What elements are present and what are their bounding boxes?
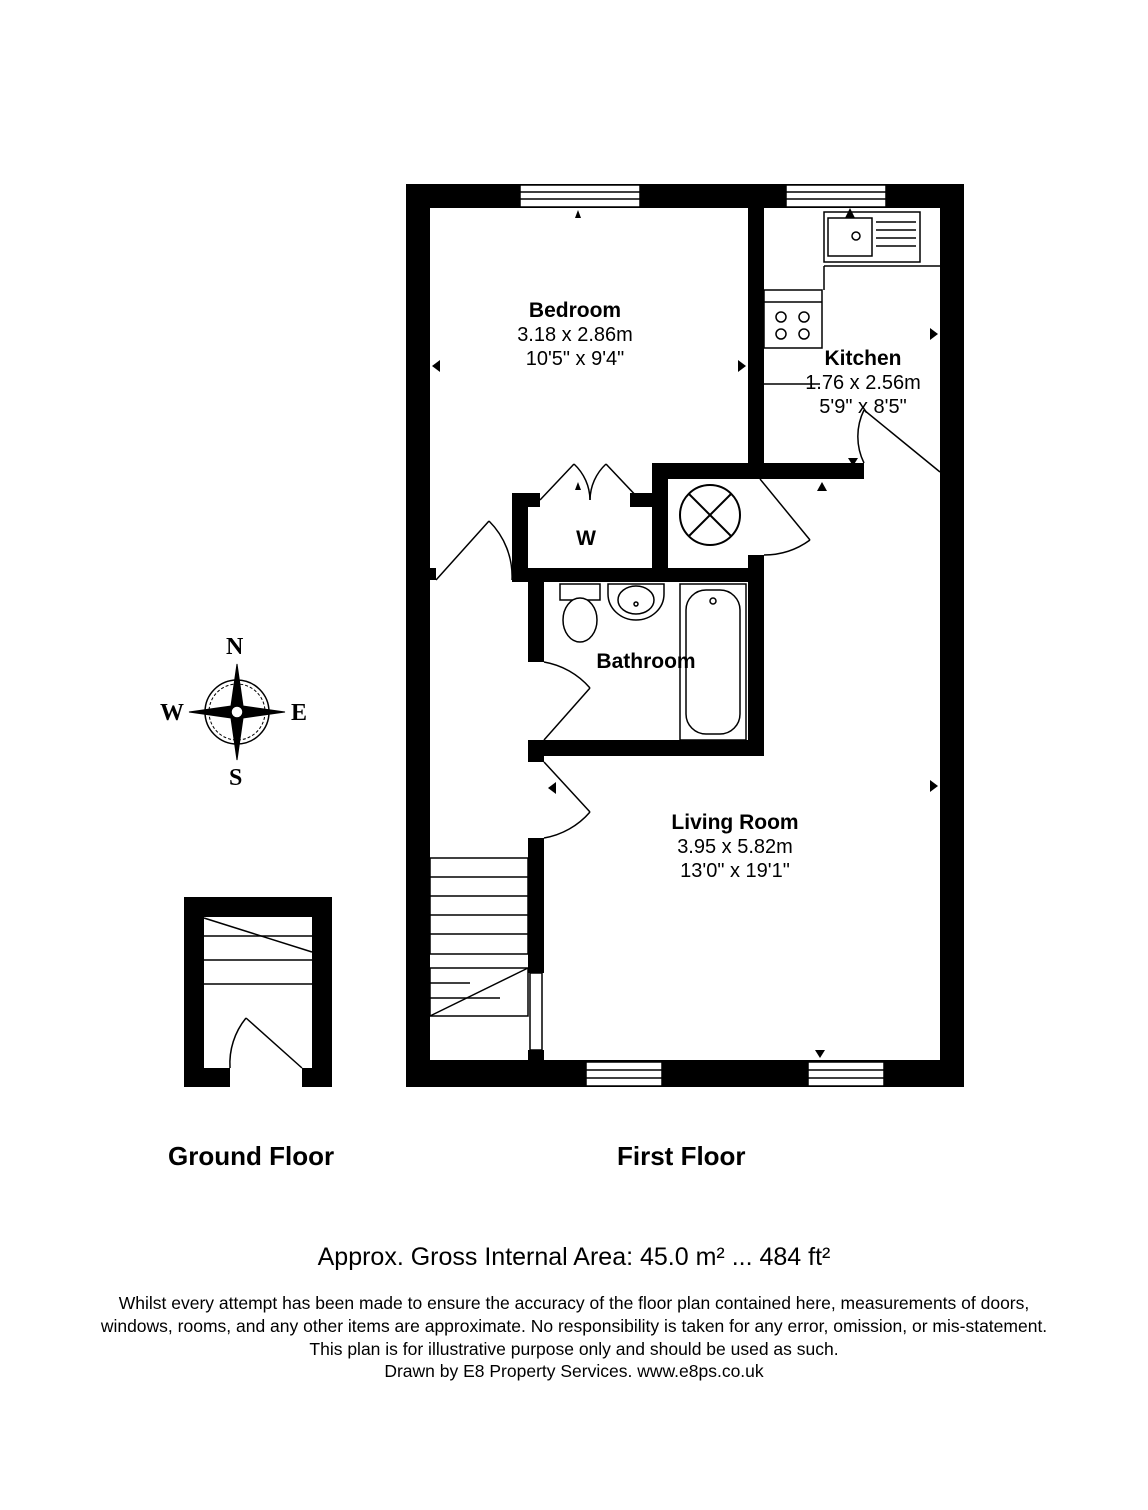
kitchen-window (786, 185, 886, 207)
stairs (430, 858, 528, 1016)
gross-internal-area: Approx. Gross Internal Area: 45.0 m² ... 484 ft² (317, 1243, 831, 1271)
bedroom-window (520, 185, 640, 207)
wardrobe-label (566, 526, 606, 551)
kitchen-label (783, 346, 943, 419)
hob (764, 290, 822, 348)
living-room-imperial: 13'0" x 19'1" (680, 860, 790, 883)
bedroom-imperial: 10'5" x 9'4" (525, 348, 625, 371)
living-window-right (808, 1062, 884, 1086)
bedroom-name: Bedroom (528, 299, 622, 322)
kitchen-imperial: 5'9" x 8'5" (819, 396, 907, 419)
compass-south: S (229, 765, 243, 791)
bathroom-name: Bathroom (596, 650, 696, 673)
disclaimer-line: Whilst every attempt has been made to ensure the accuracy of the floor plan contained here, measurements of doors, (118, 1293, 1030, 1313)
ground-floor (184, 897, 332, 1087)
bedroom-metric: 3.18 x 2.86m (517, 324, 633, 347)
boiler (680, 485, 740, 545)
ground-floor-label: Ground Floor (168, 1141, 335, 1171)
living-window-left (586, 1062, 662, 1086)
wc-bowl (563, 598, 597, 642)
compass-west: W (160, 700, 184, 726)
disclaimer-line: This plan is for illustrative purpose only and should be used as such. (309, 1338, 839, 1359)
kitchen-name: Kitchen (824, 347, 902, 370)
disclaimer-line: windows, rooms, and any other items are approximate. No responsibility is taken for any error, omission, or mis-statement. (100, 1315, 1048, 1336)
living-room-metric: 3.95 x 5.82m (677, 836, 793, 859)
compass-north: N (226, 634, 244, 660)
kitchen-metric: 1.76 x 2.56m (805, 372, 921, 395)
disclaimer (0, 1292, 1148, 1383)
living-room-label (640, 810, 830, 883)
wardrobe-name: W (576, 527, 596, 550)
bathroom-label (576, 649, 716, 674)
living-room-name: Living Room (671, 811, 799, 834)
compass-east: E (291, 700, 308, 726)
first-floor-label: First Floor (617, 1141, 746, 1171)
credit-line: Drawn by E8 Property Services. www.e8ps.co.uk (384, 1361, 764, 1382)
compass-rose (189, 664, 285, 760)
bedroom-label (490, 298, 660, 371)
ground-floor-fittings (204, 918, 312, 1068)
